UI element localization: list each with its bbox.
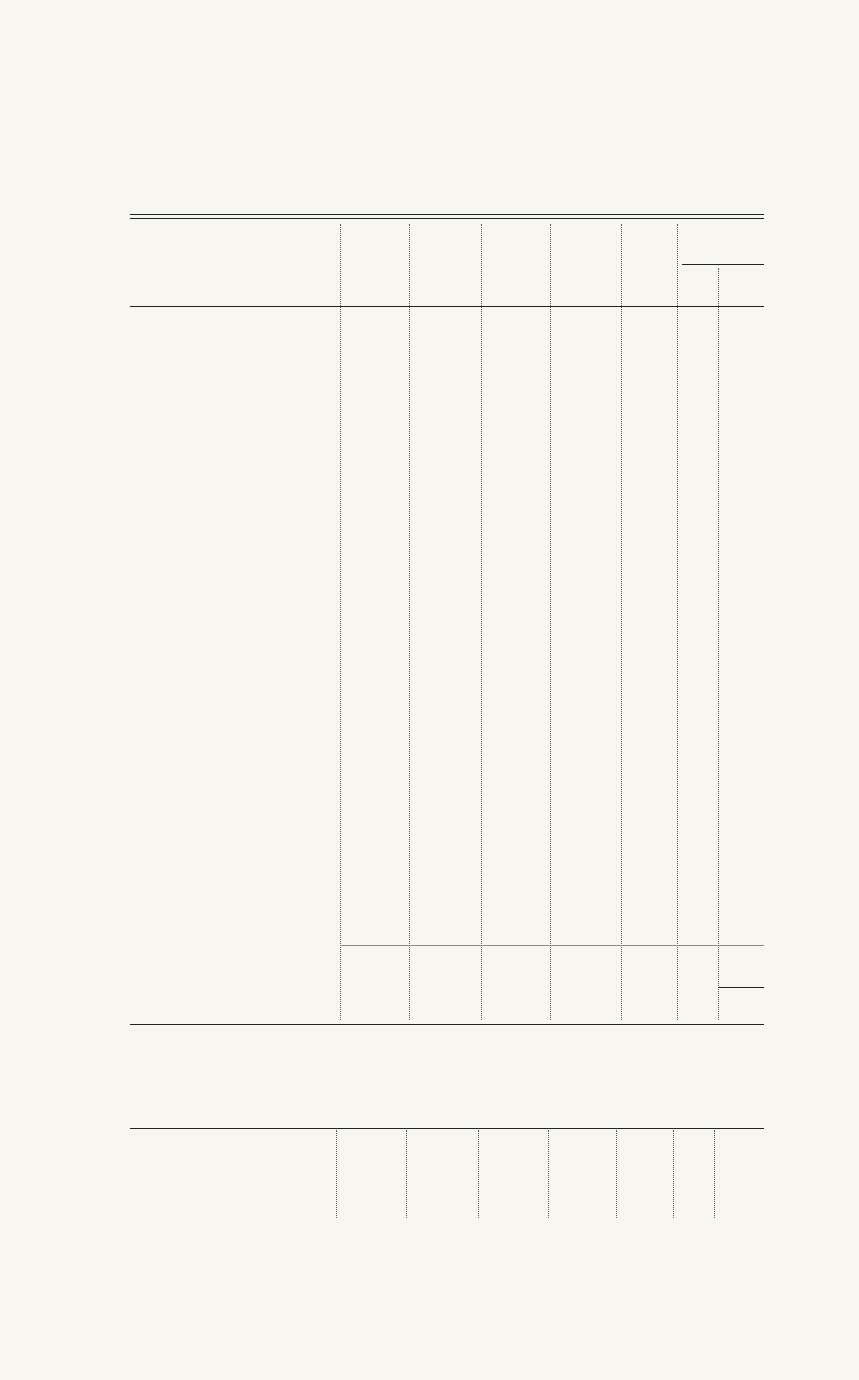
table-top-rule-2	[130, 218, 764, 219]
column-separator	[673, 1130, 674, 1218]
table-top-rule	[130, 214, 764, 215]
column-separator	[621, 224, 622, 1020]
column-separator	[548, 1130, 549, 1218]
column-separator	[714, 1130, 715, 1218]
page-header	[130, 112, 770, 138]
eau-claire-top-rule	[130, 1128, 764, 1129]
column-separator	[336, 1130, 337, 1218]
column-separator	[340, 224, 341, 1020]
column-separator	[677, 224, 678, 1020]
column-separator	[478, 1130, 479, 1218]
column-header-rule	[130, 306, 764, 307]
pluralities-rule	[682, 264, 764, 265]
column-separator	[550, 224, 551, 1020]
column-separator	[718, 268, 719, 1020]
table-bottom-rule	[130, 1024, 764, 1025]
net-rule	[718, 987, 764, 988]
column-separator	[481, 224, 482, 1020]
total-rule	[340, 945, 764, 946]
column-separator	[409, 224, 410, 1020]
column-separator	[616, 1130, 617, 1218]
column-separator	[406, 1130, 407, 1218]
